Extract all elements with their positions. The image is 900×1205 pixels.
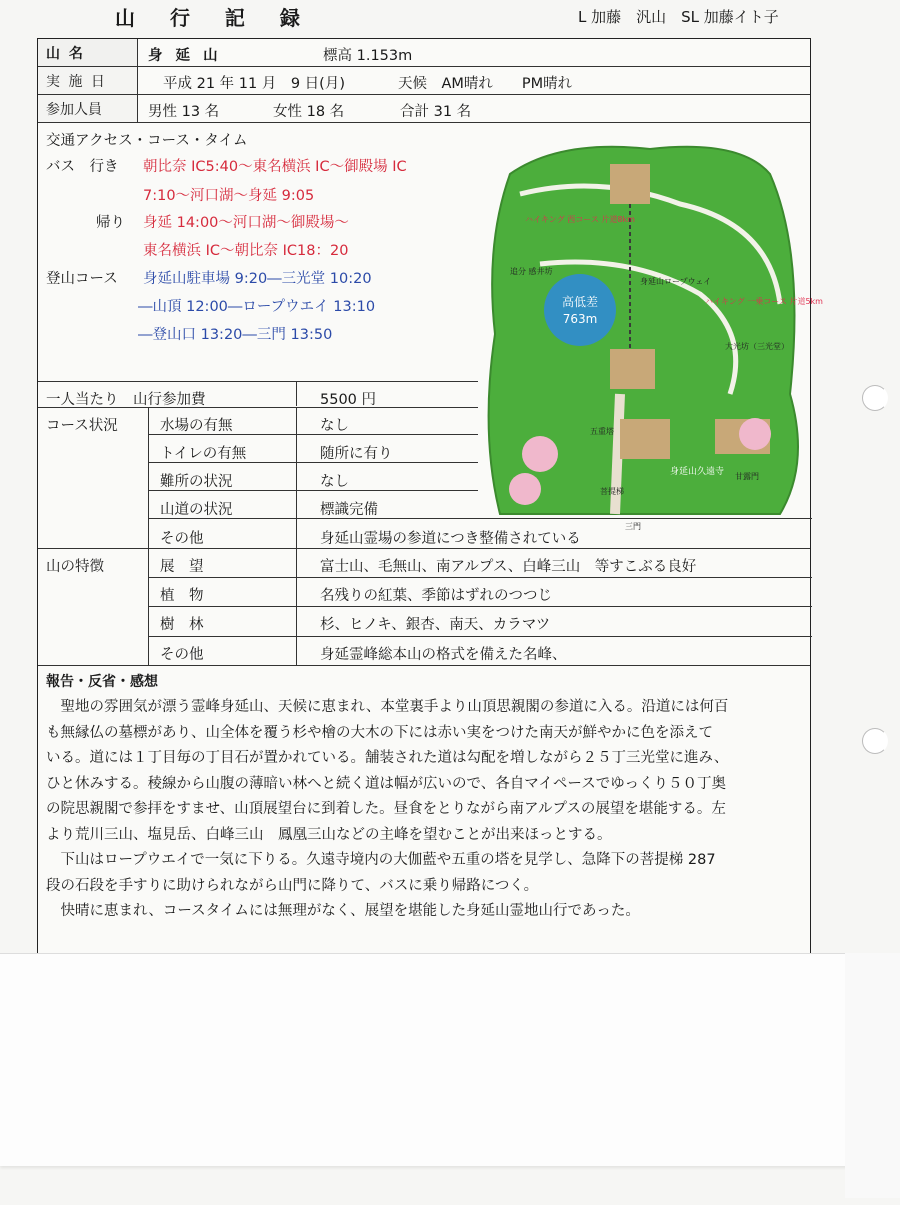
bus-return-line-1: 身延 14:00～河口湖～御殿場～ [143,215,349,231]
status-line-4 [148,518,812,519]
map-pagoda: 五重塔 [590,427,614,436]
report-p3-line-1: 快晴に恵まれ、コースタイムには無理がなく、展望を堪能した身延山霊地山行であった。 [60,903,640,919]
bus-out-line-1: 朝比奈 IC5:40～東名横浜 IC～御殿場 IC [143,159,407,175]
punch-hole [862,385,888,411]
height-diff-label: 高低差 [561,295,599,309]
feature-value-forest: 杉、ヒノキ、銀杏、南天、カラマツ [320,617,551,633]
leader-names: L 加藤 汎山 SL 加藤イト子 [578,8,779,26]
tape-overlay [0,953,848,1166]
height-diff-value: 763m [562,312,598,326]
map-hakkei: 追分 感井坊 [510,267,553,276]
status-item-difficulty: 難所の状況 [160,474,233,490]
features-label: 山の特徴 [46,559,104,575]
report-p1-line-1: 聖地の雰囲気が漂う霊峰身延山、天候に恵まれ、本堂裏手より山頂思親閣の参道に入る。沿道には何百 [60,699,729,715]
report-p2-line-1: 下山はロープウエイで一気に下りる。久遠寺境内の大伽藍や五重の塔を見学し、急降下の菩提梯 287 [60,852,716,868]
weather: 天候 AM晴れ PM晴れ [398,76,573,92]
record-form [37,38,823,958]
report-body [46,695,802,925]
mountain-label: 山 名 [38,39,138,66]
map-bodaiteitai: 菩提梯 [600,487,624,496]
status-item-toilet: トイレの有無 [160,446,247,462]
status-divider-1b [148,518,149,548]
status-line-2 [148,462,478,463]
course-line-1: 身延山駐車場 9:20―三光堂 10:20 [143,271,372,287]
fee-top-line [38,381,478,382]
status-value-difficulty: なし [320,474,349,490]
feature-item-plants: 植 物 [160,588,204,604]
punch-hole [862,728,888,754]
map-amasan: 甘露門 [735,472,759,481]
feature-item-forest: 樹 林 [160,617,204,633]
status-divider-2b [296,518,297,548]
map-ropeway: 身延山ロープウェイ [640,277,712,286]
course-map [480,134,823,554]
male-count: 男性 13 名 [148,104,220,120]
bus-out-label: バス 行き [46,159,119,175]
report-p1-line-3: いる。道には１丁目毎の丁目石が置かれている。舗装された道は勾配を増しながら２５丁三光堂に進み、 [46,750,729,766]
course-line-3: ―登山口 13:20―三門 13:50 [138,327,333,343]
features-line-3 [148,636,812,637]
feature-item-other: その他 [160,647,204,663]
mountain-row [38,39,810,67]
status-line-1 [148,434,478,435]
course-line-2: ―山頂 12:00―ロープウエイ 13:10 [138,299,376,315]
participants-row [38,95,810,123]
status-top-line [38,407,478,408]
bus-return-label: 帰り [96,215,125,231]
feature-value-plants: 名残りの紅葉、季節はずれのつつじ [320,588,552,604]
status-value-toilet: 随所に有り [320,446,393,462]
report-p1-line-4: ひと休みする。稜線から山腹の薄暗い林へと続く道は幅が広いので、各自マイペースでゆっくり５０丁奥 [46,775,727,792]
feature-value-view: 富士山、毛無山、南アルプス、白峰三山 等すこぶる良好 [320,559,697,575]
total-count: 合計 31 名 [400,104,472,120]
status-item-water: 水場の有無 [160,418,233,434]
access-heading: 交通アクセス・コース・タイム [46,133,248,149]
bus-return-line-2: 東名横浜 IC～朝比奈 IC18：20 [143,243,349,259]
date-row [38,67,810,95]
participants-label: 参加人員 [38,95,138,122]
fee-label: 一人当たり 山行参加費 [46,392,206,408]
map-hiking-west: ハイキング 西コース 片道8km [525,215,635,224]
elevation: 標高 1.153m [323,48,413,64]
features-line-1 [148,577,812,578]
date-value: 平成 21 年 11 月 9 日(月) [163,76,345,92]
status-item-other: その他 [160,531,204,547]
features-line-2 [148,606,812,607]
report-p2-line-2: 段の石段を手すりに助けられながら山門に降りて、バスに乗り帰路につく。 [46,877,539,894]
bus-out-line-2: 7:10～河口湖～身延 9:05 [143,188,315,204]
report-p1-line-2: も無縁仏の墓標があり、山全体を覆う杉や檜の大木の下には赤い実をつけた南天が鮮やかに色を添えて [46,724,713,741]
status-value-water: なし [320,418,349,434]
map-temple: 身延山久遠寺 [670,467,725,477]
map-hiking-east: ハイキング 一乗コース 片道5km [705,297,823,306]
course-map-illustration [480,134,823,554]
feature-value-other: 身延霊峰総本山の格式を備えた名峰、 [320,647,567,663]
page-title: 山 行 記 録 [115,6,314,30]
tape-edge [845,953,900,1198]
status-item-trail: 山道の状況 [160,502,233,518]
report-p1-line-5: の院思親閣で参拝をすませ、山頂展望台に到着した。昼食をとりながら南アルプスの展望を堪能する。左 [46,801,726,817]
fee-divider [296,381,297,406]
report-heading: 報告・反省・感想 [46,674,158,690]
feature-item-view: 展 望 [160,559,204,575]
female-count: 女性 18 名 [273,104,345,120]
status-value-trail: 標識完備 [320,502,378,518]
mountain-name: 身 延 山 [148,48,222,64]
fee-value: 5500 円 [320,392,377,408]
status-value-other: 身延山霊場の参道につき整備されている [320,531,581,547]
date-label: 実 施 日 [38,67,138,94]
map-sanko: 大光坊（三光堂） [725,342,789,351]
course-status-label: コース状況 [46,418,118,434]
report-top-line [38,665,810,666]
report-p1-line-6: より荒川三山、塩見岳、白峰三山 鳳凰三山などの主峰を望むことが出来ほっとする。 [46,826,612,843]
course-label: 登山コース [46,271,118,287]
map-sanmon: 三門 [625,522,641,531]
status-line-3 [148,490,478,491]
features-top-line [38,548,810,549]
